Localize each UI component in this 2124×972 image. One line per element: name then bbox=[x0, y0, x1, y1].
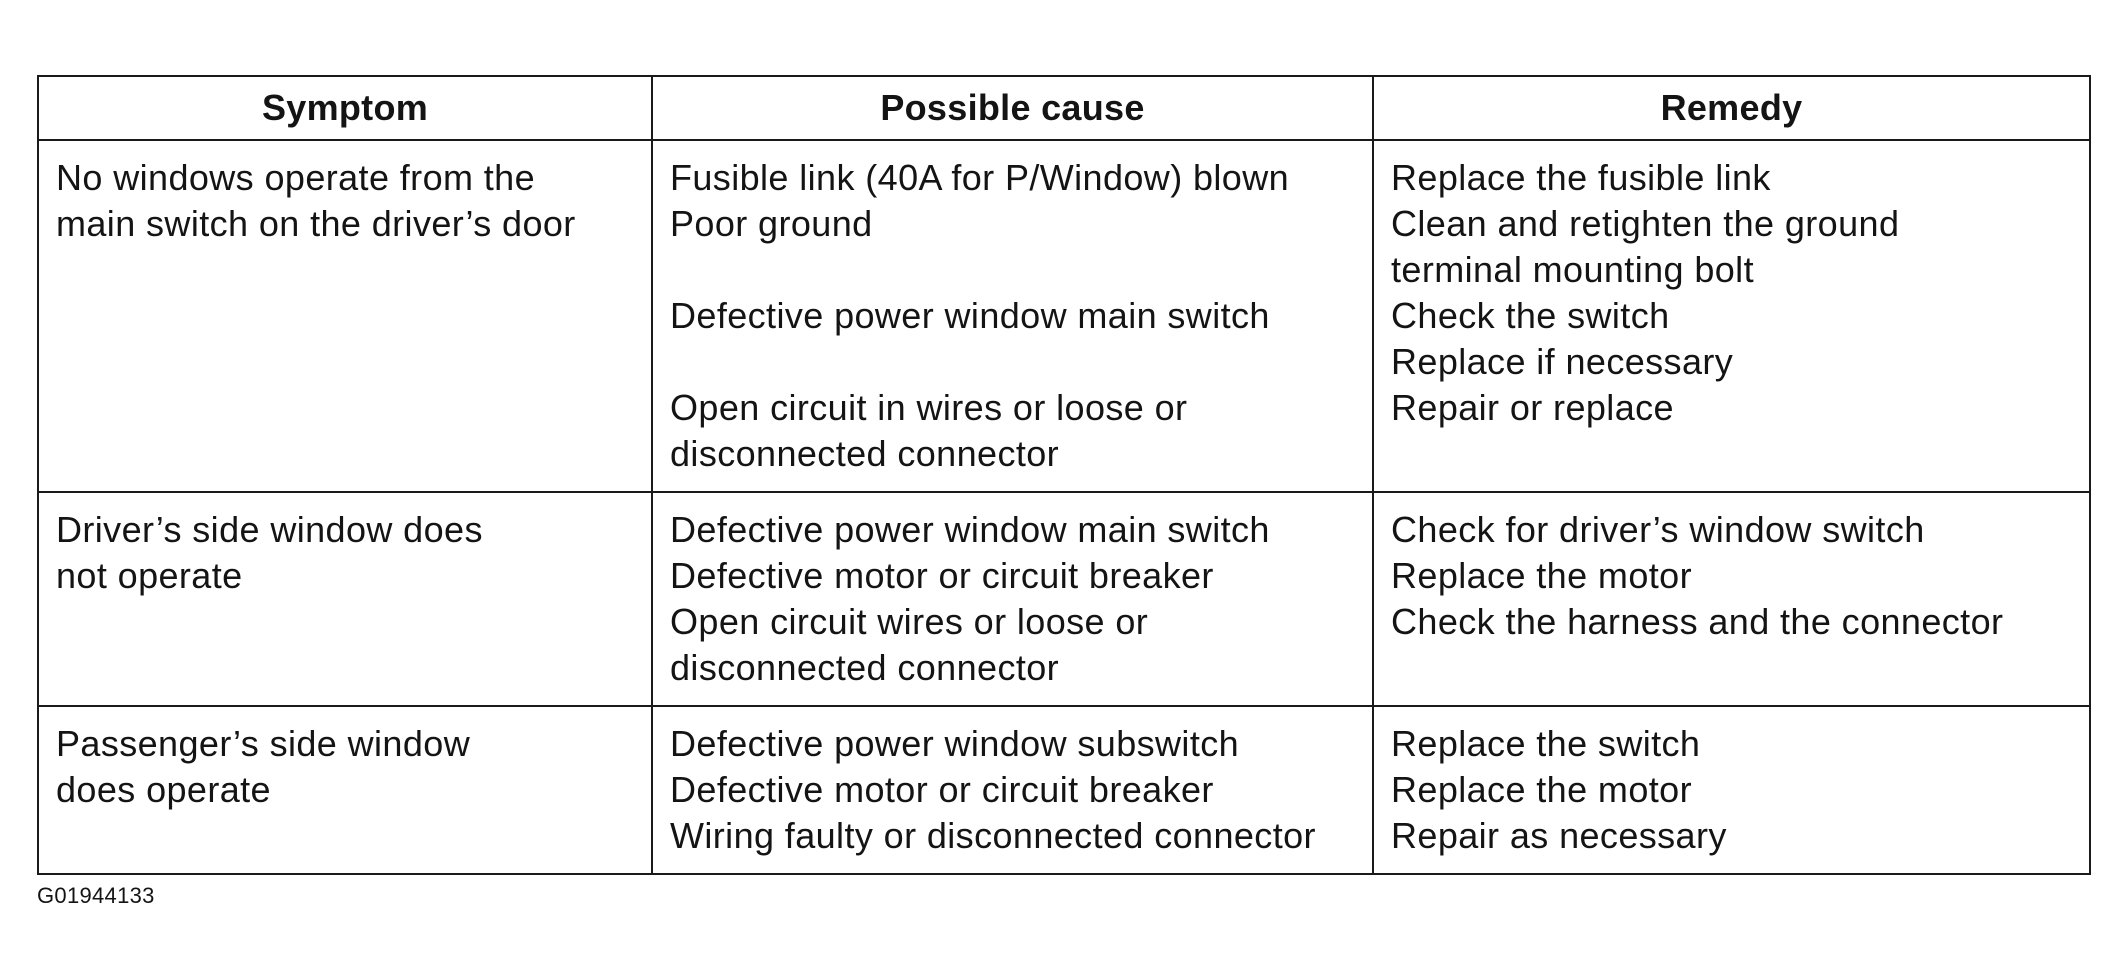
symptom-cell bbox=[38, 492, 652, 706]
remedy-line: Check the harness and the connector bbox=[1391, 601, 2004, 642]
remedy-line: Check the switch bbox=[1391, 295, 1670, 336]
remedy-line: Repair or replace bbox=[1391, 387, 1674, 428]
cause-line: Defective power window main switch bbox=[670, 509, 1270, 550]
remedy-cell bbox=[1373, 140, 2090, 492]
table-row bbox=[38, 706, 2090, 874]
symptom-cell bbox=[38, 140, 652, 492]
cause-line: Wiring faulty or disconnected connector bbox=[670, 815, 1316, 856]
remedy-line: Replace the fusible link bbox=[1391, 157, 1771, 198]
remedy-line: Replace the switch bbox=[1391, 723, 1701, 764]
cause-line: Fusible link (40A for P/Window) blown bbox=[670, 157, 1290, 198]
table-row bbox=[38, 140, 2090, 492]
table-row bbox=[38, 492, 2090, 706]
figure-code: G01944133 bbox=[37, 883, 155, 908]
cause-line: Open circuit wires or loose or bbox=[670, 601, 1149, 642]
cause-line: disconnected connector bbox=[670, 433, 1060, 474]
remedy-line: Check for driver’s window switch bbox=[1391, 509, 1925, 550]
cause-line: Defective power window subswitch bbox=[670, 723, 1240, 764]
remedy-cell bbox=[1373, 492, 2090, 706]
remedy-line: Clean and retighten the ground bbox=[1391, 203, 1900, 244]
remedy-cell bbox=[1373, 706, 2090, 874]
cause-cell bbox=[652, 492, 1373, 706]
cause-line: Defective power window main switch bbox=[670, 295, 1270, 336]
symptom-cell bbox=[38, 706, 652, 874]
cause-line: disconnected connector bbox=[670, 647, 1060, 688]
header-remedy: Remedy bbox=[1373, 76, 2090, 140]
header-symptom: Symptom bbox=[38, 76, 652, 140]
cause-cell bbox=[652, 706, 1373, 874]
cause-line: Defective motor or circuit breaker bbox=[670, 555, 1214, 596]
cause-line: Defective motor or circuit breaker bbox=[670, 769, 1214, 810]
symptom-line: not operate bbox=[56, 555, 243, 596]
symptom-line: No windows operate from the bbox=[56, 157, 536, 198]
table-header-row bbox=[38, 76, 2090, 140]
header-possible-cause: Possible cause bbox=[652, 76, 1373, 140]
remedy-line: Repair as necessary bbox=[1391, 815, 1727, 856]
symptom-line: does operate bbox=[56, 769, 271, 810]
symptom-line: main switch on the driver’s door bbox=[56, 203, 576, 244]
symptom-line: Driver’s side window does bbox=[56, 509, 483, 550]
cause-line: Poor ground bbox=[670, 203, 873, 244]
remedy-line: Replace the motor bbox=[1391, 555, 1692, 596]
cause-line: Open circuit in wires or loose or bbox=[670, 387, 1188, 428]
cause-spacer bbox=[670, 339, 1360, 385]
troubleshooting-table bbox=[37, 75, 2091, 875]
cause-cell bbox=[652, 140, 1373, 492]
cause-spacer bbox=[670, 247, 1360, 293]
remedy-line: terminal mounting bolt bbox=[1391, 249, 1754, 290]
remedy-line: Replace the motor bbox=[1391, 769, 1692, 810]
symptom-line: Passenger’s side window bbox=[56, 723, 471, 764]
remedy-line: Replace if necessary bbox=[1391, 341, 1734, 382]
